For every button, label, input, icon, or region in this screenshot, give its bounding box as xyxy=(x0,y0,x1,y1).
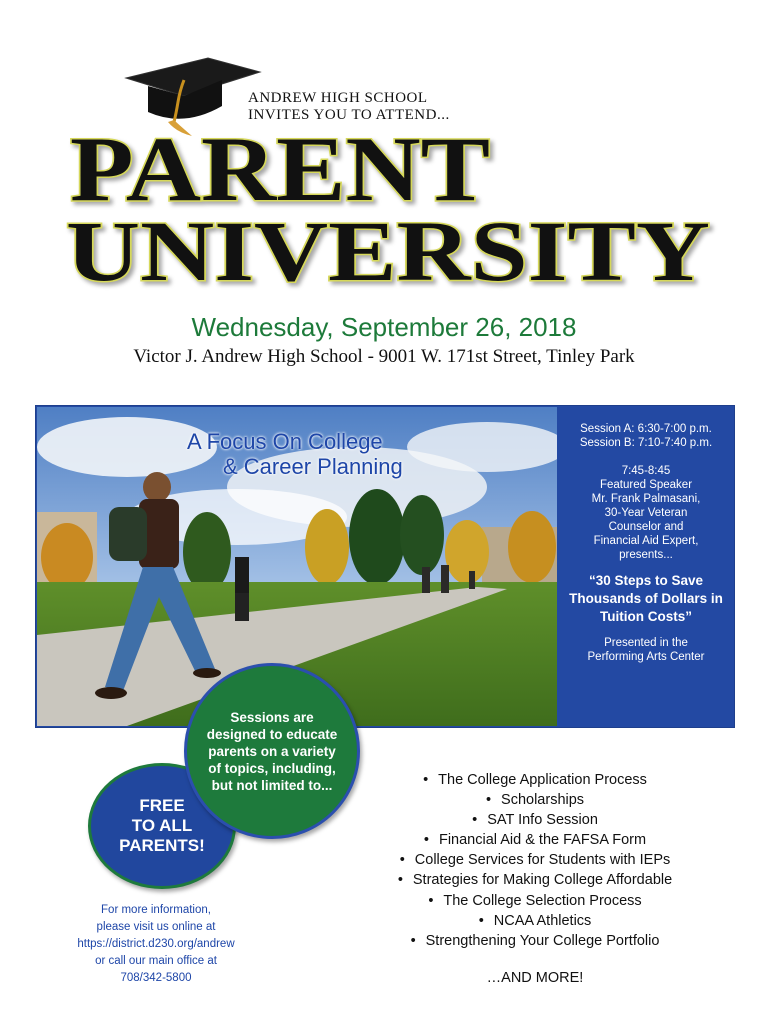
and-more-text: …AND MORE! xyxy=(486,970,584,986)
title-line-1: PARENT xyxy=(70,118,490,220)
list-item: • NCAA Athletics xyxy=(360,911,710,931)
list-item: • Scholarships xyxy=(360,790,710,810)
speaker-name: Mr. Frank Palmasani, xyxy=(591,493,701,505)
info-line-4: or call our main office at xyxy=(95,955,217,967)
free-line-2: TO ALL xyxy=(131,816,193,835)
schedule-sidebar xyxy=(558,406,734,727)
free-line-3: PARENTS! xyxy=(119,836,205,855)
speaker-time: 7:45-8:45 xyxy=(621,465,671,477)
speaker-desc-4: presents... xyxy=(619,549,673,561)
sessions-bubble-text: Sessions are designed to educate parents on a variety of topics, including, but not limited to... xyxy=(206,709,338,793)
event-date: Wednesday, September 26, 2018 xyxy=(191,312,577,342)
session-b: Session B: 7:10-7:40 p.m. xyxy=(579,437,713,449)
invite-line-2: INVITES YOU TO ATTEND... xyxy=(248,107,450,123)
invite-line-1: ANDREW HIGH SCHOOL xyxy=(248,90,428,106)
session-a: Session A: 6:30-7:00 p.m. xyxy=(580,423,712,435)
info-line-2: please visit us online at xyxy=(96,921,216,933)
free-line-1: FREE xyxy=(139,796,185,815)
list-item: • SAT Info Session xyxy=(360,810,710,830)
sessions-bubble xyxy=(184,663,360,839)
presentation-title: “30 Steps to Save Thousands of Dollars in Tuition Costs” xyxy=(569,573,723,624)
list-item: • The College Application Process xyxy=(360,770,710,790)
list-item: • Strategies for Making College Affordable xyxy=(360,870,710,890)
contact-info xyxy=(48,902,264,987)
speaker-label: Featured Speaker xyxy=(599,479,693,491)
list-item: • Strengthening Your College Portfolio xyxy=(360,931,710,951)
list-item: • Financial Aid & the FAFSA Form xyxy=(360,830,710,850)
focus-line-1: A Focus On College xyxy=(187,429,383,454)
event-address: Victor J. Andrew High School - 9001 W. 171st Street, Tinley Park xyxy=(133,346,635,367)
info-line-1: For more information, xyxy=(101,904,211,916)
focus-line-2: & Career Planning xyxy=(223,454,403,479)
presented-line-1: Presented in the xyxy=(604,637,688,649)
presented-line-2: Performing Arts Center xyxy=(587,651,705,663)
topics-list xyxy=(360,770,710,951)
title-line-2: UNIVERSITY xyxy=(66,203,710,298)
focus-heading xyxy=(187,429,403,479)
speaker-desc-1: 30-Year Veteran xyxy=(604,507,688,519)
list-item: • The College Selection Process xyxy=(360,891,710,911)
speaker-desc-3: Financial Aid Expert, xyxy=(593,535,699,547)
website-link[interactable]: https://district.d230.org/andrew xyxy=(77,938,235,950)
event-title xyxy=(60,98,720,298)
phone-number: 708/342-5800 xyxy=(120,972,192,984)
list-item: • College Services for Students with IEPs xyxy=(360,850,710,870)
speaker-desc-2: Counselor and xyxy=(608,521,684,533)
event-details-panel xyxy=(35,405,735,728)
